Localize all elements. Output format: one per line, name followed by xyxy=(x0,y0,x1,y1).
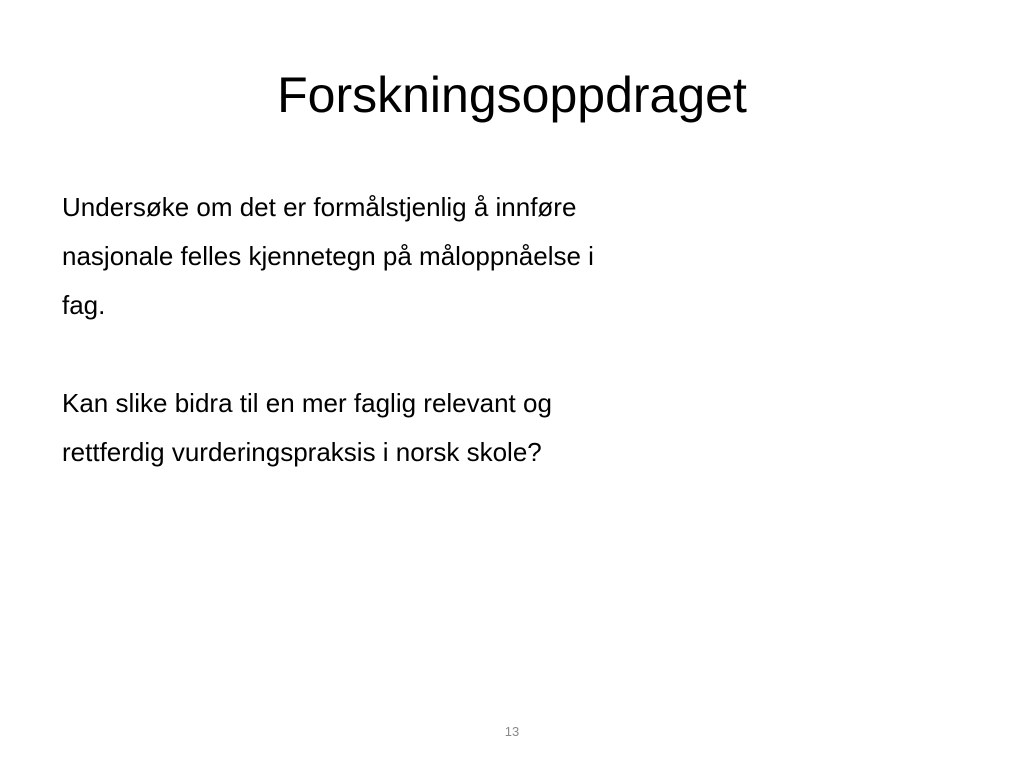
slide-title: Forskningsoppdraget xyxy=(277,67,747,123)
paragraph-spacer xyxy=(62,330,782,379)
body-line: nasjonale felles kjennetegn på måloppnåelse i xyxy=(62,241,594,271)
body-line: fag. xyxy=(62,290,106,320)
body-line: rettferdig vurderingspraksis i norsk skole? xyxy=(62,437,542,467)
body-line: Kan slike bidra til en mer faglig relevant og xyxy=(62,388,552,418)
page-number: 13 xyxy=(504,724,520,739)
body-line: Undersøke om det er formålstjenlig å innføre xyxy=(62,192,577,222)
body-paragraph xyxy=(62,379,782,477)
body-paragraph xyxy=(62,183,782,330)
slide-body xyxy=(62,183,782,477)
